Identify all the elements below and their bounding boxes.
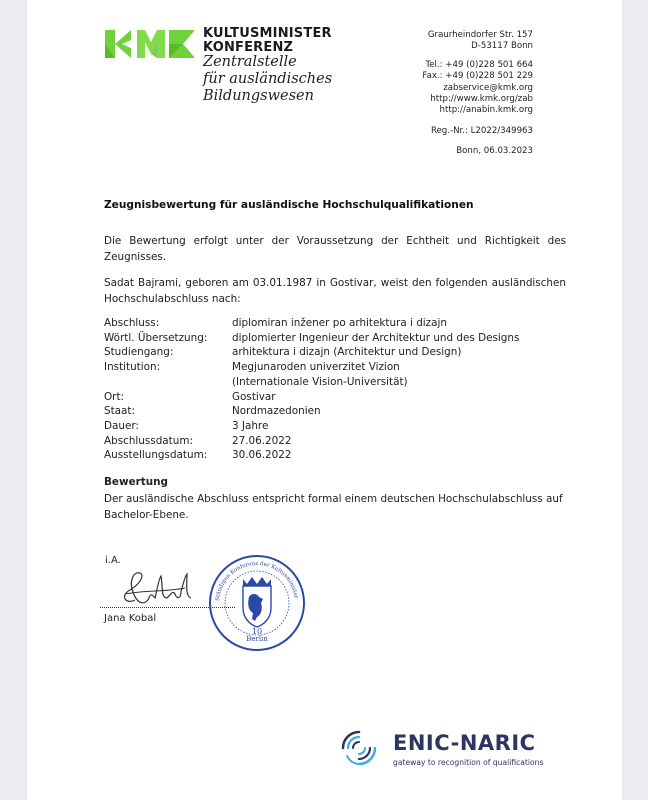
org-line-2: KONFERENZ bbox=[203, 39, 294, 55]
detail-row bbox=[104, 331, 519, 346]
place-date: Bonn, 06.03.2023 bbox=[456, 146, 533, 157]
fax: Fax.: +49 (0)228 501 229 bbox=[422, 71, 533, 82]
detail-label: Abschluss: bbox=[104, 317, 160, 329]
handwritten-signature-icon bbox=[115, 570, 205, 610]
detail-row bbox=[104, 434, 519, 449]
detail-row bbox=[104, 316, 519, 331]
detail-value: (Internationale Vision-Universität) bbox=[232, 375, 408, 388]
document-title: Zeugnisbewertung für ausländische Hochschulqualifikationen bbox=[104, 199, 474, 211]
detail-row bbox=[104, 448, 519, 463]
contact-block bbox=[422, 30, 533, 158]
detail-value: 30.06.2022 bbox=[232, 449, 292, 462]
detail-row bbox=[104, 390, 519, 405]
detail-row bbox=[104, 360, 519, 375]
website-link[interactable]: http://www.kmk.org/zab bbox=[430, 94, 533, 105]
detail-label: Abschlussdatum: bbox=[104, 434, 193, 447]
detail-label: Studiengang: bbox=[104, 346, 174, 359]
dept-line-3: Bildungswesen bbox=[203, 87, 314, 104]
enic-naric-tagline: gateway to recognition of qualifications bbox=[393, 758, 544, 767]
assessment-text: Der ausländische Abschluss entspricht formal einem deutschen Hochschulabschluss auf Bachelor-Ebene. bbox=[104, 493, 563, 521]
holder-paragraph: Sadat Bajrami, geboren am 03.01.1987 in Gostivar, weist den folgenden ausländischen Hochschulabschluss nach: bbox=[104, 277, 566, 305]
detail-value: 3 Jahre bbox=[232, 419, 269, 432]
detail-label: Institution: bbox=[104, 361, 161, 374]
official-seal-icon bbox=[207, 553, 307, 653]
detail-value: Gostivar bbox=[232, 390, 276, 403]
city: D-53117 Bonn bbox=[471, 41, 533, 52]
detail-label: Ort: bbox=[104, 390, 125, 403]
detail-value: arhitektura i dizajn (Architektur und Design) bbox=[232, 346, 462, 359]
detail-label: Ausstellungsdatum: bbox=[104, 449, 208, 462]
email-link[interactable]: zabservice@kmk.org bbox=[443, 82, 533, 93]
qualification-details bbox=[104, 316, 519, 463]
detail-label: Staat: bbox=[104, 405, 135, 418]
kmk-logo-icon bbox=[105, 30, 195, 58]
detail-row bbox=[104, 345, 519, 360]
detail-value: 27.06.2022 bbox=[232, 434, 292, 447]
detail-label bbox=[104, 375, 232, 390]
detail-value: Megjunaroden univerzitet Vizion bbox=[232, 361, 400, 374]
intro-paragraph: Die Bewertung erfolgt unter der Voraussetzung der Echtheit und Richtigkeit des Zeugnisses. bbox=[104, 235, 566, 263]
registration-number: Reg.-Nr.: L2022/349963 bbox=[430, 125, 533, 136]
dept-line-2: für ausländisches bbox=[203, 70, 333, 87]
ia-label: i.A. bbox=[105, 555, 121, 566]
detail-row bbox=[104, 419, 519, 434]
detail-value: diplomiran inžener po arhitektura i dizajn bbox=[232, 317, 447, 329]
street: Graurheindorfer Str. 157 bbox=[427, 30, 533, 40]
org-line-1: KULTUSMINISTER bbox=[203, 26, 332, 41]
detail-label: Dauer: bbox=[104, 419, 139, 432]
enic-naric-logo-icon bbox=[339, 728, 379, 768]
telephone: Tel.: +49 (0)228 501 664 bbox=[425, 59, 533, 70]
detail-label: Wörtl. Übersetzung: bbox=[104, 331, 208, 344]
detail-value: diplomierter Ingenieur der Architektur und des Designs bbox=[232, 331, 520, 344]
svg-text:Ständigen Konferenz der Kultus: Ständigen Konferenz der Kultusminister bbox=[215, 560, 299, 602]
enic-naric-brand: ENIC-NARIC bbox=[393, 731, 536, 755]
org-name-block bbox=[203, 27, 332, 104]
svg-text:Berlin: Berlin bbox=[246, 635, 268, 643]
dept-line-1: Zentralstelle bbox=[203, 54, 297, 71]
signatory-name: Jana Kobal bbox=[104, 613, 157, 624]
assessment-heading: Bewertung bbox=[104, 476, 168, 488]
svg-text:10: 10 bbox=[251, 627, 263, 636]
detail-value: Nordmazedonien bbox=[232, 405, 321, 418]
detail-row bbox=[104, 375, 519, 390]
anabin-link[interactable]: http://anabin.kmk.org bbox=[439, 105, 533, 116]
detail-row bbox=[104, 404, 519, 419]
document-page bbox=[27, 0, 622, 800]
